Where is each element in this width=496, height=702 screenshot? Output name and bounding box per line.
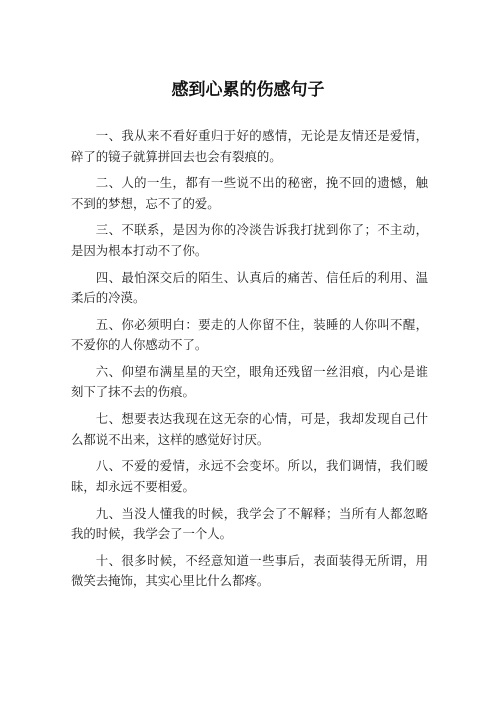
paragraph-1: 一、我从来不看好重归于好的感情，无论是友情还是爱情，碎了的镜子就算拼回去也会有裂痕的。: [71, 128, 428, 164]
paragraph-8: 八、不爱的爱情，永远不会变坏。所以，我们调情，我们暧昧，却永远不要相爱。: [71, 458, 428, 494]
paragraph-9: 九、当没人懂我的时候，我学会了不解释；当所有人都忽略我的时候，我学会了一个人。: [71, 505, 428, 541]
paragraph-10: 十、很多时候，不经意知道一些事后，表面装得无所谓，用微笑去掩饰，其实心里比什么都疼。: [71, 552, 428, 589]
document-body: [71, 126, 428, 598]
document-title: 感到心累的伤感句子: [171, 80, 325, 100]
paragraph-7: 七、想要表达我现在这无奈的心情，可是，我却发现自己什么都说不出来，这样的感觉好讨厌。: [71, 411, 428, 447]
paragraph-4: 四、最怕深交后的陌生、认真后的痛苦、信任后的利用、温柔后的冷漠。: [71, 269, 428, 306]
paragraph-2: 二、人的一生，都有一些说不出的秘密，挽不回的遗憾，触不到的梦想，忘不了的爱。: [71, 175, 428, 211]
paragraph-3: 三、不联系，是因为你的冷淡告诉我打扰到你了；不主动，是因为根本打动不了你。: [71, 222, 428, 258]
paragraph-6: 六、仰望布满星星的天空，眼角还残留一丝泪痕，内心是谁刻下了抹不去的伤痕。: [71, 363, 428, 400]
paragraph-5: 五、你必须明白：要走的人你留不住，装睡的人你叫不醒，不爱你的人你感动不了。: [71, 316, 428, 353]
